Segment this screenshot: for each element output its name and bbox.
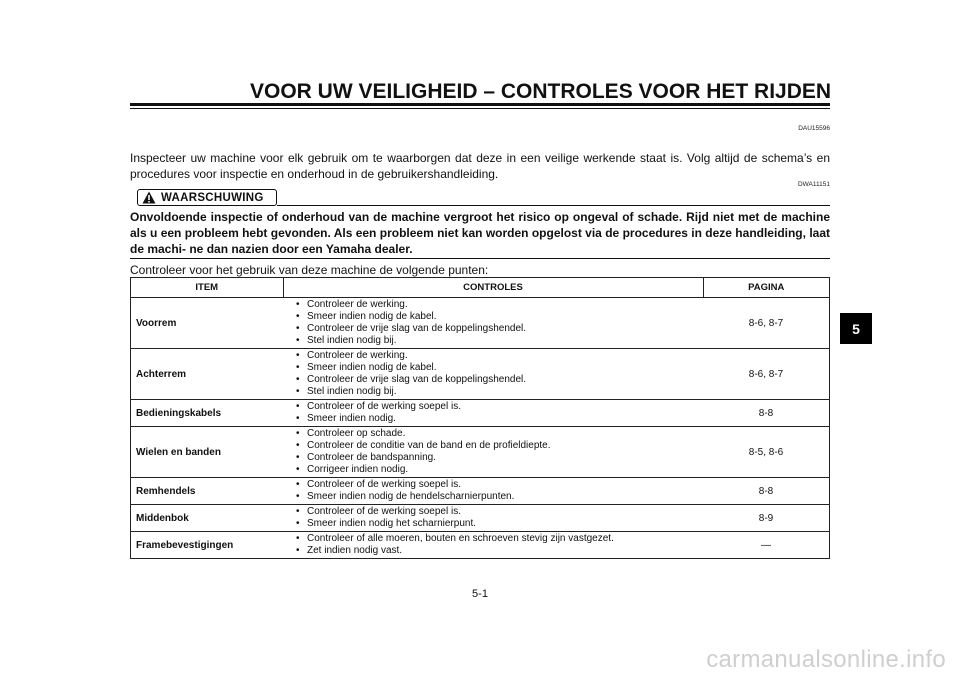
header-item: ITEM bbox=[131, 278, 284, 298]
watermark: carmanualsonline.info bbox=[706, 646, 946, 673]
check-item: • Controleer de conditie van de band en de profieldiepte. bbox=[307, 440, 699, 452]
page-title: VOOR UW VEILIGHEID – CONTROLES VOOR HET RIJDEN bbox=[250, 80, 832, 103]
check-item: • Corrigeer indien nodig. bbox=[307, 464, 699, 476]
row-item: Bedieningskabels bbox=[131, 400, 284, 427]
row-checks bbox=[283, 427, 703, 478]
row-checks bbox=[283, 400, 703, 427]
table-row bbox=[131, 298, 830, 349]
intro-paragraph: Inspecteer uw machine voor elk gebruik om te waarborgen dat deze in een veilige werkende staat is. Volg altijd de schema’s en procedures voor inspectie en onderhoud in de gebruikershandleiding. bbox=[130, 151, 830, 181]
row-checks bbox=[283, 298, 703, 349]
check-intro: Controleer voor het gebruik van deze machine de volgende punten: bbox=[130, 263, 489, 277]
check-item: • Controleer de vrije slag van de koppelingshendel. bbox=[307, 323, 699, 335]
row-item: Remhendels bbox=[131, 478, 284, 505]
row-checks bbox=[283, 505, 703, 532]
title-rule bbox=[130, 103, 830, 106]
check-item: • Smeer indien nodig de kabel. bbox=[307, 362, 699, 374]
row-checks bbox=[283, 478, 703, 505]
row-item: Wielen en banden bbox=[131, 427, 284, 478]
row-page: 8-8 bbox=[703, 478, 830, 505]
row-page: — bbox=[703, 532, 830, 559]
row-page: 8-9 bbox=[703, 505, 830, 532]
warning-label: WAARSCHUWING bbox=[161, 191, 264, 204]
row-item: Achterrem bbox=[131, 349, 284, 400]
check-item: • Stel indien nodig bij. bbox=[307, 335, 699, 347]
check-item: • Controleer de werking. bbox=[307, 350, 699, 362]
row-checks bbox=[283, 349, 703, 400]
page-number: 5-1 bbox=[472, 588, 488, 600]
row-item: Framebevestigingen bbox=[131, 532, 284, 559]
table-row bbox=[131, 478, 830, 505]
check-item: • Smeer indien nodig. bbox=[307, 413, 699, 425]
row-item: Voorrem bbox=[131, 298, 284, 349]
row-page: 8-6, 8-7 bbox=[703, 349, 830, 400]
check-item: • Zet indien nodig vast. bbox=[307, 545, 699, 557]
check-item: • Controleer of de werking soepel is. bbox=[307, 401, 699, 413]
row-page: 8-6, 8-7 bbox=[703, 298, 830, 349]
check-item: • Smeer indien nodig het scharnierpunt. bbox=[307, 518, 699, 530]
check-item: • Smeer indien nodig de hendelscharnierpunten. bbox=[307, 491, 699, 503]
row-checks bbox=[283, 532, 703, 559]
warning-text: Onvoldoende inspectie of onderhoud van de machine vergroot het risico op ongeval of schade. Rijd niet met de machine als u een probleem hebt gevonden. Als een probleem niet kan worden opgelost via de procedures in deze handleiding, laat de machi- ne dan nazien door een Yamaha dealer. bbox=[130, 210, 830, 256]
table-row bbox=[131, 427, 830, 478]
warning-rule bbox=[277, 205, 830, 206]
check-item: • Controleer de werking. bbox=[307, 299, 699, 311]
table-header-row bbox=[131, 278, 830, 298]
check-item: • Controleer de bandspanning. bbox=[307, 452, 699, 464]
title-rule-thin bbox=[130, 108, 830, 109]
warning-code: DWA11151 bbox=[797, 181, 830, 188]
header-pagina: PAGINA bbox=[703, 278, 830, 298]
warning-triangle-icon bbox=[142, 191, 156, 204]
check-item: • Controleer de vrije slag van de koppelingshendel. bbox=[307, 374, 699, 386]
table-row bbox=[131, 505, 830, 532]
chapter-tab[interactable]: 5 bbox=[840, 313, 872, 344]
table-row bbox=[131, 532, 830, 559]
check-item: • Controleer of de werking soepel is. bbox=[307, 479, 699, 491]
table-row bbox=[131, 400, 830, 427]
inspection-table bbox=[130, 277, 830, 559]
check-item: • Stel indien nodig bij. bbox=[307, 386, 699, 398]
header-controles: CONTROLES bbox=[283, 278, 703, 298]
table-row bbox=[131, 349, 830, 400]
check-item: • Controleer of de werking soepel is. bbox=[307, 506, 699, 518]
document-code: DAU15596 bbox=[798, 125, 830, 132]
row-item: Middenbok bbox=[131, 505, 284, 532]
row-page: 8-8 bbox=[703, 400, 830, 427]
check-item: • Controleer op schade. bbox=[307, 428, 699, 440]
check-item: • Smeer indien nodig de kabel. bbox=[307, 311, 699, 323]
warning-bottom-rule bbox=[130, 258, 830, 259]
row-page: 8-5, 8-6 bbox=[703, 427, 830, 478]
warning-badge bbox=[137, 189, 277, 206]
check-item: • Controleer of alle moeren, bouten en schroeven stevig zijn vastgezet. bbox=[307, 533, 699, 545]
